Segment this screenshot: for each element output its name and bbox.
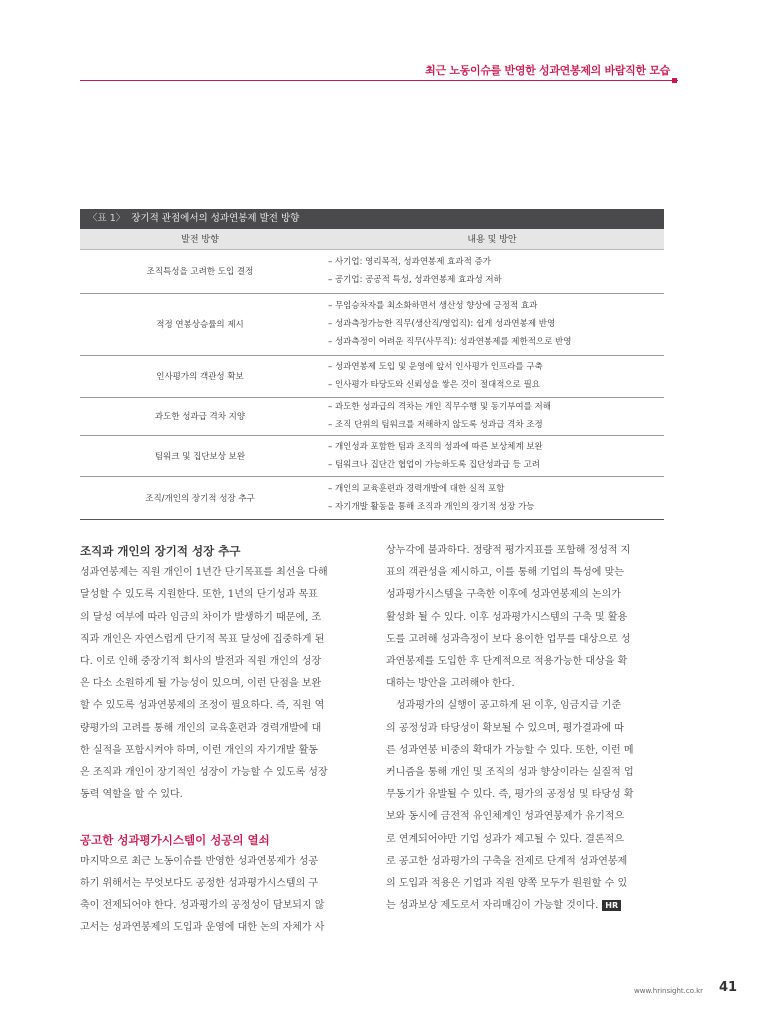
running-header-title: 최근 노동이슈를 반영한 성과연봉제의 바람직한 모습 (425, 64, 670, 77)
content-item: – 자기개발 활동을 통해 조직과 개인의 장기적 성장 가능 (328, 501, 535, 512)
text-line: 은 조직과 개인이 장기적인 성장이 가능할 수 있도록 성장 (80, 767, 328, 779)
table-cell-content (320, 293, 664, 355)
text-line: 하기 위해서는 무엇보다도 공정한 성과평가시스템의 구 (80, 878, 319, 889)
text-line: 고서는 성과연봉제의 도입과 운영에 대한 논의 자체가 사 (80, 922, 325, 934)
content-item: – 개인성과 포함한 팀과 조직의 성과에 따른 보상체계 보완 (328, 441, 543, 452)
table-cell-direction: 과도한 성과급 격차 지양 (80, 397, 320, 435)
text-line: 성과연봉제는 직원 개인이 1년간 단기목표를 최선을 다해 (80, 567, 328, 579)
content-item: – 개인의 교육훈련과 경력개발에 대한 실적 포함 (328, 483, 505, 494)
content-item: – 성과연봉제 도입 및 운영에 앞서 인사평가 인프라를 구축 (328, 362, 543, 372)
development-direction-table (80, 229, 664, 520)
table-row (80, 476, 664, 519)
right-text-column (386, 540, 667, 917)
paragraph-growth (80, 562, 361, 806)
content-item: – 사기업: 영리목적, 성과연봉제 효과적 증가 (328, 257, 491, 267)
text-line: 활성화 될 수 있다. 이후 성과평가시스템의 구축 및 활용 (386, 611, 628, 623)
text-line: 동력 역할을 할 수 있다. (80, 789, 183, 801)
table-cell-direction: 인사평가의 객관성 확보 (80, 355, 320, 397)
paragraph-evaluation (80, 851, 361, 940)
text-line: 다. 이로 인해 중장기적 회사의 발전과 직원 개인의 성장 (80, 656, 322, 667)
table-cell-direction: 조직/개인의 장기적 성장 추구 (80, 476, 320, 519)
spacer (80, 806, 361, 828)
text-line: 한 실적을 포함시켜야 하며, 이런 개인의 자기개발 활동 (80, 744, 318, 756)
table-caption-title: 장기적 관점에서의 성과연봉제 발전 방향 (131, 213, 300, 224)
text-line: 할 수 있도록 성과연봉제의 조정이 필요하다. 즉, 직원 역 (80, 700, 325, 712)
text-line: 로 공고한 성과평가의 구축을 전제로 단계적 성과연봉제 (386, 855, 628, 867)
header-rule (80, 80, 678, 81)
content-item: – 팀워크나 집단간 협업이 가능하도록 집단성과급 등 고려 (328, 459, 541, 470)
text-line: 성과평가시스템을 구축한 이후에 성과연봉제의 논의가 (386, 589, 621, 601)
text-line: 무동기가 유발될 수 있다. 즉, 평가의 공정성 및 타당성 확 (386, 789, 634, 801)
text-line: 의 도입과 적용은 기업과 직원 양쪽 모두가 원원할 수 있 (386, 878, 628, 890)
table-header-row (80, 229, 664, 249)
left-text-column (80, 540, 361, 940)
text-line: 은 다소 소원하게 될 가능성이 있으며, 이런 단점을 보완 (80, 678, 322, 690)
table-caption-number: 〈표 1〉 (88, 213, 126, 224)
table-cell-content (320, 249, 664, 293)
table-row (80, 397, 664, 435)
content-item: – 공기업: 공공적 특성, 성과연봉제 효과성 저하 (328, 275, 502, 285)
text-line: 달성할 수 있도록 지원한다. 또한, 1년의 단기성과 목표 (80, 589, 318, 601)
text-line: 표의 객관성을 제시하고, 이를 통해 기업의 특성에 맞는 (386, 567, 624, 579)
text-line: 로 연계되어야만 기업 성과가 제고될 수 있다. 결론적으 (386, 833, 624, 845)
header-marker (672, 78, 677, 83)
text-line: 성과평가의 실행이 공고하게 된 이후, 임금지급 기준 (396, 700, 622, 712)
text-line: 는 성과보상 제도로서 자리매김이 가능할 것이다. (386, 900, 599, 912)
table-row (80, 293, 664, 355)
text-line: 직과 개인은 자연스럽게 단기적 목표 달성에 집중하게 된 (80, 633, 325, 645)
table-header-direction: 발전 방향 (80, 229, 320, 249)
text-line: 축이 전제되어야 한다. 성과평가의 공정성이 담보되지 않 (80, 900, 325, 912)
table-row (80, 249, 664, 293)
text-line: 의 달성 여부에 따라 임금의 차이가 발생하기 때문에, 조 (80, 611, 322, 623)
content-item: – 과도한 성과급의 격차는 개인 직무수행 및 동기부여를 저해 (328, 402, 551, 412)
hr-end-badge: HR (602, 900, 621, 911)
table-cell-content (320, 435, 664, 476)
table-row (80, 355, 664, 397)
content-item: – 성과측정이 어려운 직무(사무직): 성과연봉제를 제한적으로 반영 (328, 337, 572, 347)
content-item: – 인사평가 타당도와 신뢰성을 쌓은 것이 절대적으로 필요 (328, 380, 541, 390)
table-row (80, 435, 664, 476)
text-line: 보와 동시에 금전적 유인체계인 성과연봉제가 유기적으 (386, 811, 625, 823)
section-heading-growth: 조직과 개인의 장기적 성장 추구 (80, 544, 241, 558)
content-item: – 조직 단위의 팀워크를 저해하지 않도록 성과급 격차 조정 (328, 420, 543, 430)
text-line: 상누각에 불과하다. 정량적 평가지표를 포함해 정성적 지 (386, 545, 631, 556)
text-line: 마지막으로 최근 노동이슈를 반영한 성과연봉제가 성공 (80, 855, 319, 867)
text-line: 커니즘을 통해 개인 및 조직의 성과 향상이라는 실질적 업 (386, 767, 634, 779)
table-cell-direction: 팀워크 및 집단보상 보완 (80, 435, 320, 476)
paragraph-conclusion (386, 695, 667, 917)
paragraph-continuation (386, 540, 667, 695)
text-line: 과연봉제를 도입한 후 단계적으로 적용가능한 대상을 확 (386, 656, 628, 668)
table-cell-content (320, 476, 664, 519)
table-caption (80, 209, 664, 229)
text-line: 른 성과연봉 비중의 확대가 가능할 수 있다. 또한, 이런 메 (386, 744, 634, 756)
table-cell-direction: 조직특성을 고려한 도입 결정 (80, 249, 320, 293)
footer-url: www.hrinsight.co.kr (634, 987, 704, 995)
text-line: 의 공정성과 타당성이 확보될 수 있으며, 평가결과에 따 (386, 722, 624, 734)
text-line-last (386, 895, 667, 917)
text-line: 량평가의 고려를 통해 개인의 교육훈련과 경력개발에 대 (80, 722, 322, 734)
content-item: – 무임승차자를 최소화하면서 생산성 향상에 긍정적 효과 (328, 301, 538, 311)
text-line: 대하는 방안을 고려해야 한다. (386, 678, 515, 690)
table-cell-direction: 적정 연봉상승률의 제시 (80, 293, 320, 355)
page-number: 41 (719, 980, 738, 995)
table-header-content: 내용 및 방안 (320, 229, 664, 249)
text-line: 도를 고려해 성과측정이 보다 용이한 업무를 대상으로 성 (386, 633, 631, 645)
table-cell-content (320, 397, 664, 435)
content-item: – 성과측정가능한 직무(생산직/영업직): 쉽게 성과연봉제 반영 (328, 319, 556, 329)
section-heading-evaluation: 공고한 성과평가시스템이 성공의 열쇠 (80, 832, 270, 847)
table-cell-content (320, 355, 664, 397)
